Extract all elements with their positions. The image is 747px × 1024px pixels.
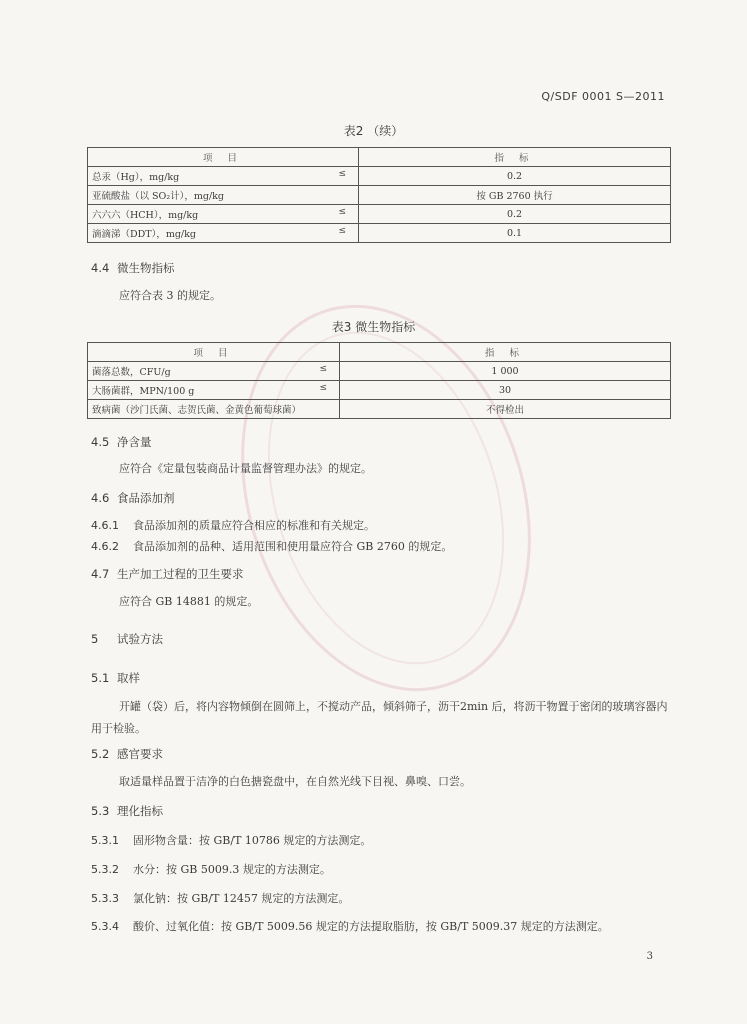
table-cell-value: 1 000	[340, 362, 671, 381]
paragraph-4-5: 应符合《定量包装商品计量监督管理办法》的规定。	[119, 462, 372, 475]
table-cell-value: 0.2	[359, 167, 671, 186]
paragraph-5-2: 取适量样品置于洁净的白色搪瓷盘中，在自然光线下目视、鼻嗅、口尝。	[119, 775, 471, 788]
table-row	[88, 224, 671, 243]
clause-5-3-2: 5.3.2 水分：按 GB 5009.3 规定的方法测定。	[91, 863, 331, 876]
section-heading-4-4: 4.4 微生物指标	[91, 261, 175, 275]
page-number: 3	[646, 951, 653, 962]
table3-caption: 表3 微生物指标	[331, 320, 416, 334]
clause-5-3-1: 5.3.1 固形物含量：按 GB/T 10786 规定的方法测定。	[91, 834, 372, 847]
column-header-item: 项 目	[88, 148, 359, 167]
table2-caption: 表2 （续）	[343, 124, 404, 138]
section-heading-4-7: 4.7 生产加工过程的卫生要求	[91, 567, 244, 581]
table-cell-item: 六六六（HCH），mg/kg ≤	[88, 205, 359, 224]
table-cell-value: 按 GB 2760 执行	[359, 186, 671, 205]
table-row	[88, 400, 671, 419]
clause-5-3-4: 5.3.4 酸价、过氧化值：按 GB/T 5009.56 规定的方法提取脂肪，按 GB/T 5009.37 规定的方法测定。	[91, 920, 609, 933]
section-heading-5-3: 5.3 理化指标	[91, 804, 163, 818]
clause-4-6-2: 4.6.2 食品添加剂的品种、适用范围和使用量应符合 GB 2760 的规定。	[91, 540, 453, 553]
table-header-row	[88, 343, 671, 362]
table2	[87, 147, 671, 243]
table-cell-item: 菌落总数，CFU/g ≤	[88, 362, 340, 381]
table-header-row	[88, 148, 671, 167]
clause-4-6-1: 4.6.1 食品添加剂的质量应符合相应的标准和有关规定。	[91, 519, 375, 532]
section-heading-5-2: 5.2 感官要求	[91, 747, 163, 761]
table-cell-value: 0.1	[359, 224, 671, 243]
table-row	[88, 381, 671, 400]
table-cell-item: 致病菌（沙门氏菌、志贺氏菌、金黄色葡萄球菌）	[88, 400, 340, 419]
table3	[87, 342, 671, 419]
table-cell-value: 0.2	[359, 205, 671, 224]
company-seal-stamp	[194, 267, 579, 729]
table-cell-value: 30	[340, 381, 671, 400]
table-row	[88, 205, 671, 224]
table-cell-item: 亚硫酸盐（以 SO₂计），mg/kg	[88, 186, 359, 205]
section-heading-4-5: 4.5 净含量	[91, 435, 152, 449]
table-row	[88, 362, 671, 381]
table-cell-item: 总汞（Hg），mg/kg ≤	[88, 167, 359, 186]
table-cell-item: 大肠菌群，MPN/100 g ≤	[88, 381, 340, 400]
table-row	[88, 186, 671, 205]
paragraph-5-1: 开罐（袋）后，将内容物倾倒在圆筛上，不搅动产品，倾斜筛子，沥干2min 后，将沥干物置于密闭的玻璃容器内用于检验。	[91, 700, 668, 735]
column-header-value: 指 标	[340, 343, 671, 362]
table-cell-item: 滴滴涕（DDT），mg/kg ≤	[88, 224, 359, 243]
section-heading-5-1: 5.1 取样	[91, 671, 140, 685]
table-cell-value: 不得检出	[340, 400, 671, 419]
column-header-item: 项 目	[88, 343, 340, 362]
section-heading-5: 5 试验方法	[91, 632, 163, 646]
clause-5-3-3: 5.3.3 氯化钠：按 GB/T 12457 规定的方法测定。	[91, 892, 350, 905]
paragraph-4-7: 应符合 GB 14881 的规定。	[119, 595, 259, 608]
column-header-value: 指 标	[359, 148, 671, 167]
table-row	[88, 167, 671, 186]
standard-code: Q/SDF 0001 S—2011	[541, 90, 665, 103]
section-heading-4-6: 4.6 食品添加剂	[91, 491, 175, 505]
paragraph-4-4: 应符合表 3 的规定。	[119, 289, 221, 302]
